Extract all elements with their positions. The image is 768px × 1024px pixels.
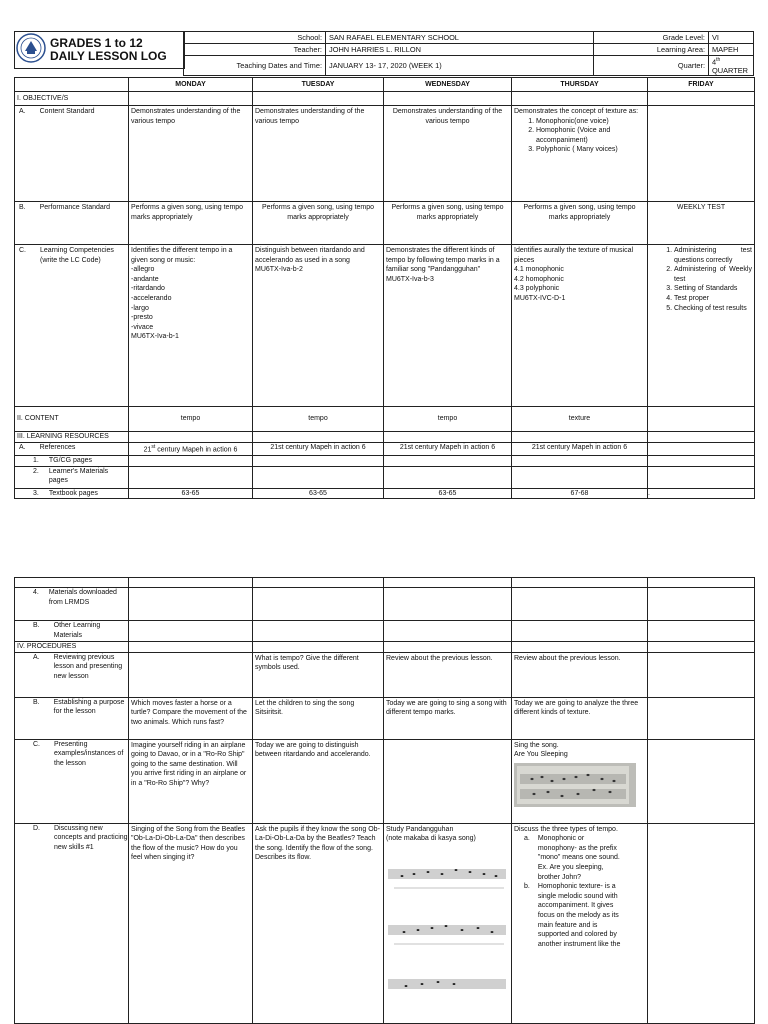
weekly-test-list [650, 246, 752, 313]
textbook-wednesday: 63-65 [384, 488, 512, 499]
references-wednesday: 21st century Mapeh in action 6 [384, 443, 512, 456]
purpose-label [15, 697, 129, 739]
texture-list [514, 117, 645, 155]
discussing-tuesday: Ask the pupils if they know the song Ob-La-Di-Ob-La-Da by the Beatles? Teach the song. Identify the flow of the song. Describes its flow. [253, 823, 384, 1023]
discussing-thursday [512, 823, 648, 1023]
learning-area-value: MAPEH [709, 44, 754, 56]
discussing-wednesday [384, 823, 512, 1023]
competency-line: -allegro [131, 266, 155, 274]
tg-text: TG/CG pages [48, 456, 93, 464]
list-item: 3. Setting of Standards [674, 284, 752, 294]
textbook-text: Textbook pages [48, 489, 98, 497]
content-wednesday: tempo [384, 407, 512, 432]
materials-letter: 4. [33, 589, 39, 596]
performance-standard-tuesday: Performs a given song, using tempo marks appropriately [253, 202, 384, 245]
competency-line: 4.1 monophonic [514, 266, 564, 274]
presenting-tuesday: Today we are going to distinguish between ritardando and accelerando. [253, 739, 384, 823]
references-thursday: 21st century Mapeh in action 6 [512, 443, 648, 456]
texture-item-b [514, 882, 645, 949]
reviewing-text: Reviewing previous lesson and presenting new lesson [53, 653, 123, 680]
textbook-letter: 3. [33, 489, 39, 497]
content-standard-wednesday: Demonstrates understanding of the various tempo [384, 106, 512, 202]
sing-instruction: Sing the song. [514, 741, 559, 749]
section-objectives: I. OBJECTIVE/S [15, 92, 129, 106]
competencies-wednesday [384, 245, 512, 407]
competency-line: Demonstrates the different kinds of tempo by following tempo marks in a familiar song "Pandangguhan" [386, 247, 500, 274]
competencies-monday [129, 245, 253, 407]
discussing-friday [648, 823, 755, 1023]
reviewing-thursday: Review about the previous lesson. [512, 652, 648, 697]
reviewing-letter: A. [33, 653, 40, 661]
form-title-line1: GRADES 1 to 12 [50, 36, 143, 50]
competencies-tuesday [253, 245, 384, 407]
form-title [50, 37, 167, 62]
song-title: Are You Sleeping [514, 751, 568, 759]
performance-standard-label [15, 202, 129, 245]
grade-level-label: Grade Level: [594, 32, 709, 44]
performance-standard-monday: Performs a given song, using tempo marks appropriately [129, 202, 253, 245]
quarter-word: QUARTER [712, 66, 749, 76]
quarter-suffix: th [716, 57, 721, 63]
content-standard-friday [648, 106, 755, 202]
teacher-value: JOHN HARRIES L. RILLON [326, 44, 594, 56]
day-header-monday: MONDAY [129, 78, 253, 92]
references-text: References [39, 444, 76, 451]
grade-level-value: VI [709, 32, 754, 44]
lm-letter: 2. [33, 467, 39, 475]
lesson-log-table-page1 [14, 77, 755, 499]
content-standard-tuesday: Demonstrates understanding of the various tempo [253, 106, 384, 202]
tg-letter: 1. [33, 456, 39, 464]
list-item: 2. Homophonic (Voice and accompaniment) [536, 126, 645, 145]
presenting-friday [648, 739, 755, 823]
content-standard-text: Content Standard [39, 108, 95, 115]
school-label: School: [184, 32, 326, 44]
form-title-line2: DAILY LESSON LOG [50, 48, 167, 63]
presenting-monday: Imagine yourself riding in an airplane going to Davao, or in a "Ro-Ro Ship" going to the same destination. Will you arrive first riding in an airplane or in a "Ro-Ro Ship"? Why? [129, 739, 253, 823]
presenting-label [15, 739, 129, 823]
content-monday: tempo [129, 407, 253, 432]
list-item: 3. Polyphonic ( Many voices) [536, 145, 645, 155]
quarter-number: 4 [712, 57, 717, 67]
reviewing-label [15, 652, 129, 697]
references-label [15, 443, 129, 456]
teaching-dates-label: Teaching Dates and Time: [184, 56, 326, 76]
competency-line: -presto [131, 314, 153, 322]
lesson-log-table-page2 [14, 577, 755, 1024]
pandangguhan-score-image [386, 848, 508, 1008]
reviewing-tuesday: What is tempo? Give the different symbols used. [253, 652, 384, 697]
performance-standard-letter: B. [19, 204, 26, 211]
purpose-monday: Which moves faster a horse or a turtle? Compare the movement of the two animals. Which runs fast? [129, 697, 253, 739]
competency-code: MU6TX-Iva-b-2 [255, 266, 303, 274]
competency-line: -vivace [131, 323, 154, 331]
content-standard-thursday [512, 106, 648, 202]
competencies-letter: C. [19, 247, 26, 254]
competency-code: MU6TX-Iva-b-1 [131, 333, 179, 341]
teaching-dates-value: JANUARY 13- 17, 2020 (WEEK 1) [326, 56, 594, 76]
discussing-text: Discussing new concepts and practicing new skills #1 [54, 824, 128, 851]
competency-line: Identifies the different tempo in a given song or music: [131, 247, 233, 264]
list-item: 4. Test proper [674, 294, 752, 304]
day-header-thursday: THURSDAY [512, 78, 648, 92]
competency-line: 4.3 polyphonic [514, 285, 560, 293]
lm-pages-label [15, 466, 129, 488]
purpose-wednesday: Today we are going to sing a song with different tempo marks. [384, 697, 512, 739]
ref-num: 21 [143, 446, 152, 454]
reviewing-wednesday: Review about the previous lesson. [384, 652, 512, 697]
discussing-letter: D. [33, 824, 40, 832]
other-text: Other Learning Materials [53, 622, 101, 639]
references-tuesday: 21st century Mapeh in action 6 [253, 443, 384, 456]
list-item: 1. Administering test questions correctly [674, 246, 752, 265]
sheet-music-photo [514, 763, 636, 807]
homophonic-definition: Homophonic texture- is a single melodic sound with accompaniment. It gives focus on the melody as its main feature and is supported and colored by another instrument like the [537, 883, 621, 948]
list-item: 5. Checking of test results [674, 304, 752, 314]
competency-line: -ritardando [131, 285, 165, 293]
presenting-thursday [512, 739, 648, 823]
content-friday [648, 407, 755, 432]
monophonic-example: Ex. Are you sleeping, brother John? [537, 863, 604, 881]
textbook-pages-label [15, 488, 129, 499]
list-item: 2. Administering of Weekly test [674, 265, 752, 284]
monophonic-definition: Monophonic or monophony- as the prefix "mono" means one sound. [537, 835, 620, 862]
competencies-text: Learning Competencies (write the LC Code) [40, 247, 114, 264]
day-header-friday: FRIDAY [648, 78, 755, 92]
purpose-thursday: Today we are going to analyze the three different kinds of texture. [512, 697, 648, 739]
purpose-tuesday: Let the children to sing the song Sitsiritsit. [253, 697, 384, 739]
competency-line: -andante [131, 275, 159, 283]
study-song: Study Pandangguhan [386, 825, 454, 833]
discussing-label [15, 823, 129, 1023]
textbook-monday: 63-65 [129, 488, 253, 499]
competencies-friday [648, 245, 755, 407]
texture-discussion-intro: Discuss the three types of tempo. [514, 825, 618, 833]
competency-line: -accelerando [131, 294, 172, 302]
content-standard-letter: A. [19, 108, 26, 115]
reviewing-monday [129, 652, 253, 697]
competency-line: 4.2 homophonic [514, 275, 564, 283]
quarter-value [709, 56, 754, 76]
section-procedures: IV. PROCEDURES [15, 642, 129, 653]
learning-area-label: Learning Area: [594, 44, 709, 56]
section-content: II. CONTENT [15, 407, 129, 432]
textbook-tuesday: 63-65 [253, 488, 384, 499]
corner-cell [15, 78, 129, 92]
list-item: 1. Monophonic(one voice) [536, 117, 645, 127]
day-header-tuesday: TUESDAY [253, 78, 384, 92]
teacher-label: Teacher: [184, 44, 326, 56]
competencies-label [15, 245, 129, 407]
song-note: (note makaba di kasya song) [386, 835, 476, 843]
purpose-letter: B. [33, 698, 40, 706]
performance-standard-thursday: Performs a given song, using tempo marks appropriately [512, 202, 648, 245]
content-standard-label [15, 106, 129, 202]
performance-standard-text: Performance Standard [39, 204, 111, 211]
quarter-label: Quarter: [594, 56, 709, 76]
purpose-friday [648, 697, 755, 739]
materials-text: Materials downloaded from LRMDS [48, 589, 117, 606]
competencies-thursday [512, 245, 648, 407]
lm-text: Learner's Materials pages [48, 467, 109, 485]
discussing-monday: Singing of the Song from the Beatles "Ob-La-Di-Ob-La-Da" then describes the flow of the music? How do you feel when singing it? [129, 823, 253, 1023]
tg-pages-label [15, 455, 129, 466]
competency-line: -largo [131, 304, 149, 312]
content-standard-monday: Demonstrates understanding of the various tempo [129, 106, 253, 202]
presenting-wednesday [384, 739, 512, 823]
references-letter: A. [19, 444, 26, 451]
section-learning-resources: III. LEARNING RESOURCES [15, 432, 129, 443]
textbook-friday: . [648, 488, 755, 499]
performance-standard-wednesday: Performs a given song, using tempo marks appropriately [384, 202, 512, 245]
texture-intro: Demonstrates the concept of texture as: [514, 108, 639, 115]
competency-line: Distinguish between ritardando and accelerando as used in a song [255, 247, 365, 264]
item-letter: b. [524, 883, 530, 891]
reviewing-friday [648, 652, 755, 697]
textbook-thursday: 67-68 [512, 488, 648, 499]
other-materials-label [15, 621, 129, 642]
texture-item-a [514, 834, 645, 882]
other-letter: B. [33, 622, 40, 629]
school-value: SAN RAFAEL ELEMENTARY SCHOOL [326, 32, 594, 44]
performance-standard-friday: WEEKLY TEST [648, 202, 755, 245]
item-letter: a. [524, 835, 530, 843]
header-info-table [183, 31, 754, 76]
day-header-wednesday: WEDNESDAY [384, 78, 512, 92]
presenting-text: Presenting examples/instances of the lesson [54, 740, 124, 767]
content-thursday: texture [512, 407, 648, 432]
references-monday [129, 443, 253, 456]
competency-line: Identifies aurally the texture of musical pieces [514, 247, 634, 264]
materials-lrmds-label [15, 588, 129, 621]
content-tuesday: tempo [253, 407, 384, 432]
references-friday [648, 443, 755, 456]
deped-seal-logo [16, 33, 46, 63]
purpose-text: Establishing a purpose for the lesson [53, 698, 125, 716]
competency-code: MU6TX-IVC-D-1 [514, 294, 566, 302]
ref-text: century Mapeh in action 6 [155, 446, 238, 454]
competency-code: MU6TX-Iva-b-3 [386, 275, 434, 283]
presenting-letter: C. [33, 740, 40, 748]
ref-suffix: st [151, 444, 156, 450]
